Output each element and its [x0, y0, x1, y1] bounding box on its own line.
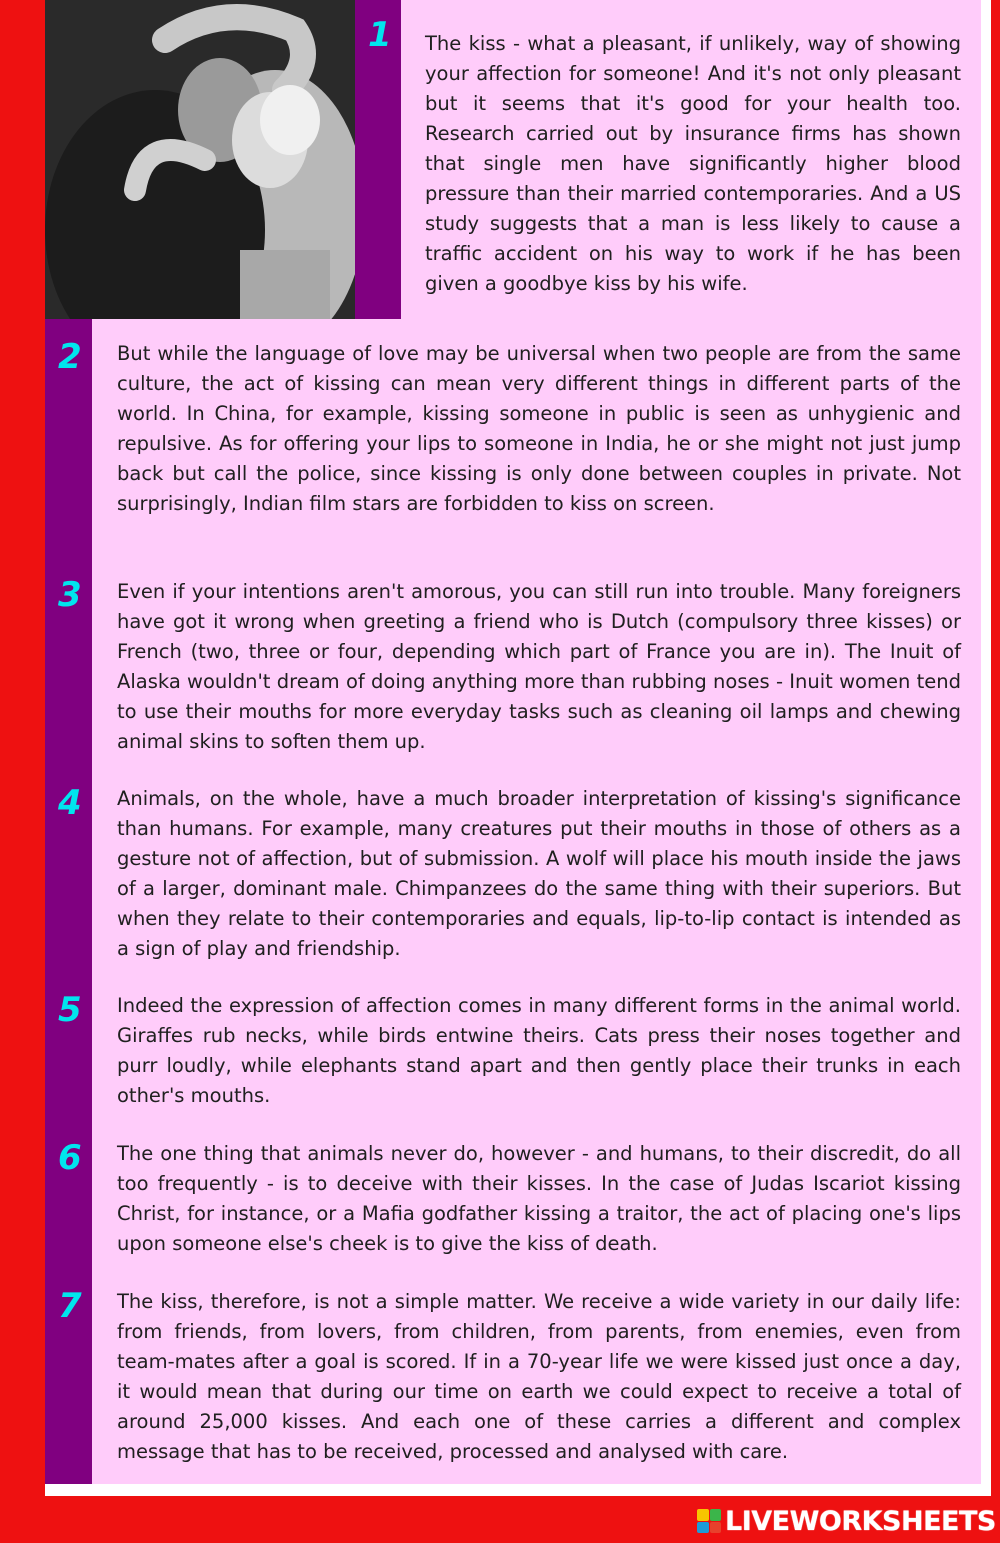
bottom-divider: [45, 1484, 981, 1496]
paragraph-6-text: The one thing that animals never do, however - and humans, to their discredit, do all too frequently - is to deceive with their kisses. In the case of Judas Iscariot kissing Christ, for instance, or a Mafia godfather kissing a traitor, the act of placing one's lips upon someone else's cheek is to give the kiss of death.: [117, 1142, 961, 1255]
liveworksheets-logo-text: LIVEWORKSHEETS: [725, 1505, 996, 1537]
paragraph-number-1: 1: [368, 15, 392, 55]
liveworksheets-logo[interactable]: [697, 1506, 996, 1536]
paragraph-7-text: The kiss, therefore, is not a simple matter. We receive a wide variety in our daily life: from friends, from lovers, from children, from parents, from enemies, even from team-mates after a goal is scored. If in a 70-year life we were kissed just once a day, it would mean that during our time on earth we could expect to receive a total of around 25,000 kisses. And each one of these carries a different and complex message that has to be received, processed and analysed with care.: [117, 1290, 961, 1463]
liveworksheets-logo-icon: [697, 1509, 721, 1533]
paragraph-number-4: 4: [58, 783, 82, 823]
paragraph-5-text: Indeed the expression of affection comes in many different forms in the animal world. Giraffes rub necks, while birds entwine theirs. Cats press their noses together and purr loudly, while elephants stand apart and then gently place their trunks in each other's mouths.: [117, 994, 961, 1107]
paragraph-number-6: 6: [58, 1138, 82, 1178]
kissing-couple-image: [45, 0, 355, 319]
paragraph-number-2: 2: [58, 337, 82, 377]
paragraph-2-text: But while the language of love may be universal when two people are from the same culture, the act of kissing can mean very different things in different parts of the world. In China, for example, kissing someone in public is seen as unhygienic and repulsive. As for offering your lips to someone in India, he or she might not just jump back but call the police, since kissing is only done between couples in private. Not surprisingly, Indian film stars are forbidden to kiss on screen.: [117, 342, 961, 515]
paragraph-number-7: 7: [58, 1286, 82, 1326]
paragraph-number-5: 5: [58, 990, 82, 1030]
paragraph-3-text: Even if your intentions aren't amorous, you can still run into trouble. Many foreigners have got it wrong when greeting a friend who is Dutch (compulsory three kisses) or French (two, three or four, depending which part of France you are in). The Inuit of Alaska wouldn't dream of doing anything more than rubbing noses - Inuit women tend to use their mouths for more everyday tasks such as cleaning oil lamps and chewing animal skins to soften them up.: [117, 580, 961, 753]
right-divider: [981, 0, 991, 1496]
paragraph-number-3: 3: [58, 575, 82, 615]
paragraph-4-text: Animals, on the whole, have a much broader interpretation of kissing's significance than humans. For example, many creatures put their mouths in those of others as a gesture not of affection, but of submission. A wolf will place his mouth inside the jaws of a larger, dominant male. Chimpanzees do the same thing with their superiors. But when they relate to their contemporaries and equals, lip-to-lip contact is intended as a sign of play and friendship.: [117, 787, 961, 960]
paragraph-1-text: The kiss - what a pleasant, if unlikely, way of showing your affection for someone! And it's not only pleasant but it seems that it's good for your health too. Research carried out by insurance firms has shown that single men have significantly higher blood pressure than their married contemporaries. And a US study suggests that a man is less likely to cause a traffic accident on his way to work if he has been given a goodbye kiss by his wife.: [425, 32, 961, 295]
kissing-couple-photo: [45, 0, 355, 319]
